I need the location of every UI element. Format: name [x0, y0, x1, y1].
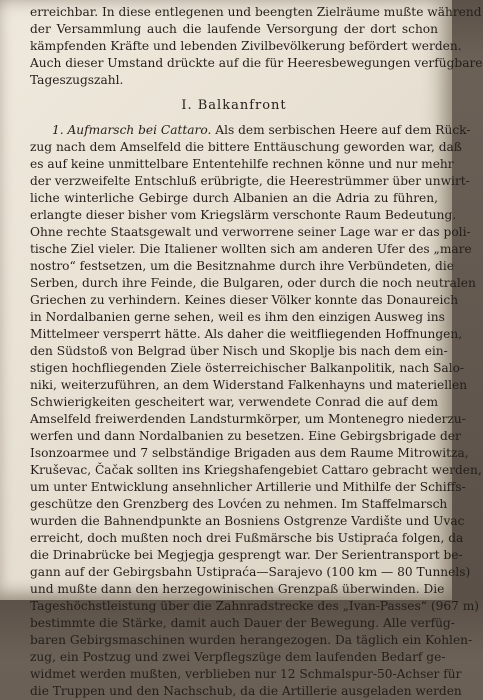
page-text — [30, 4, 483, 700]
text-line: Amselfeld freiwerdenden Landsturmkörper, um Montenegro niederzu- — [30, 412, 466, 426]
text-line: der verzweifelte Entschluß erübrigte, die Heerestrümmer über unwirt- — [30, 174, 470, 188]
intro-paragraph — [30, 4, 483, 89]
text-line: Griechen zu verhindern. Keines dieser Völker konnte das Donaureich — [30, 293, 459, 307]
text-line: widmet werden mußten, verblieben nur 12 Schmalspur-50-Achser für — [30, 667, 462, 681]
text-line: tische Ziel vieler. Die Italiener wollten sich am anderen Ufer des „mare — [30, 242, 472, 256]
text-line: um unter Entwicklung ansehnlicher Artillerie und Mithilfe der Schiffs- — [30, 480, 466, 494]
text-line: stigen hochfliegenden Ziele österreichischer Balkanpolitik, nach Salo- — [30, 361, 465, 375]
text-line: geschütze den Grenzberg des Lovćen zu nehmen. Im Staffelmarsch — [30, 497, 448, 511]
text-line: Mittelmeer versperrt hätte. Als daher die weitfliegenden Hoffnungen, — [30, 327, 463, 341]
text-line: der Versammlung auch die laufende Versorgung der dort schon — [30, 22, 438, 36]
text-line: bestimmte die Stärke, damit auch Dauer der Bewegung. Alle verfüg- — [30, 616, 455, 630]
text-line: erreichbar. In diese entlegenen und beengten Zielräume mußte während — [30, 5, 482, 19]
text-line: erlangte dieser bisher vom Kriegslärm verschonte Raum Bedeutung. — [30, 208, 457, 222]
text-line: baren Gebirgsmaschinen wurden herangezogen. Da täglich ein Kohlen- — [30, 633, 473, 647]
text-line: niki, weiterzuführen, an dem Widerstand Falkenhayns und materiellen — [30, 378, 468, 392]
text-line: werfen und dann Nordalbanien zu besetzen. Eine Gebirgsbrigade der — [30, 429, 461, 443]
text-line: Isonzoarmee und 7 selbständige Brigaden aus dem Raume Mitrowitza, — [30, 446, 469, 460]
text-line: Tageszugszahl. — [30, 73, 124, 87]
section-heading: I. Balkanfront — [181, 98, 287, 113]
text-line: Kruševac, Čačak sollten ins Kriegshafengebiet Cattaro gebracht werden, — [30, 463, 482, 477]
text-line: liche winterliche Gebirge durch Albanien an die Adria zu führen, — [30, 191, 438, 205]
text-line: und mußte dann den herzegowinischen Grenzpaß überwinden. Die — [30, 582, 445, 596]
text-line: in Nordalbanien gerne sehen, weil es ihm den einzigen Ausweg ins — [30, 310, 445, 324]
text-line: die Truppen und den Nachschub, da die Artillerie ausgeladen werden — [30, 684, 462, 698]
text-line: den Südstoß von Belgrad über Nisch und Skoplje bis nach dem ein- — [30, 344, 448, 358]
text-line: die Drinabrücke bei Megjegja gesprengt war. Der Serientransport be- — [30, 548, 463, 562]
text-line: Tageshöchstleistung über die Zahnradstrecke des „Ivan-Passes“ (967 m) — [30, 599, 480, 613]
text-line: Serben, durch ihre Feinde, die Bulgaren, oder durch die noch neutralen — [30, 276, 476, 290]
text-line: kämpfenden Kräfte und lebenden Zivilbevölkerung befördert werden. — [30, 39, 462, 53]
body-paragraph — [30, 122, 482, 700]
text-line: nostro“ festsetzen, um die Besitznahme durch ihre Verbündeten, die — [30, 259, 454, 273]
text-line: Auch dieser Umstand drückte auf die für Heeresbewegungen verfügbare — [30, 56, 483, 70]
subsection-title: 1. Aufmarsch bei Cattaro. — [52, 123, 212, 137]
text-line-rest: Als dem serbischen Heere auf dem Rück- — [211, 123, 471, 137]
text-line: zug nach dem Amselfeld die bittere Enttäuschung geworden war, daß — [30, 140, 462, 154]
text-line: zug, ein Postzug und zwei Verpflegszüge dem laufenden Bedarf ge- — [30, 650, 446, 664]
text-line: wurden die Bahnendpunkte an Bosniens Ostgrenze Vardište und Uvac — [30, 514, 465, 528]
text-line: Schwierigkeiten gescheitert war, verwendete Conrad die auf dem — [30, 395, 438, 409]
text-line-first — [30, 122, 471, 139]
text-line: Ohne rechte Staatsgewalt und verworrene seiner Lage war er das poli- — [30, 225, 471, 239]
text-line: erreicht, doch mußten noch drei Fußmärsche bis Ustipraća folgen, da — [30, 531, 464, 545]
text-line: es auf keine unmittelbare Ententehilfe rechnen könne und nur mehr — [30, 157, 454, 171]
text-line: gann auf der Gebirgsbahn Ustipraća—Sarajevo (100 km — 80 Tunnels) — [30, 565, 471, 579]
